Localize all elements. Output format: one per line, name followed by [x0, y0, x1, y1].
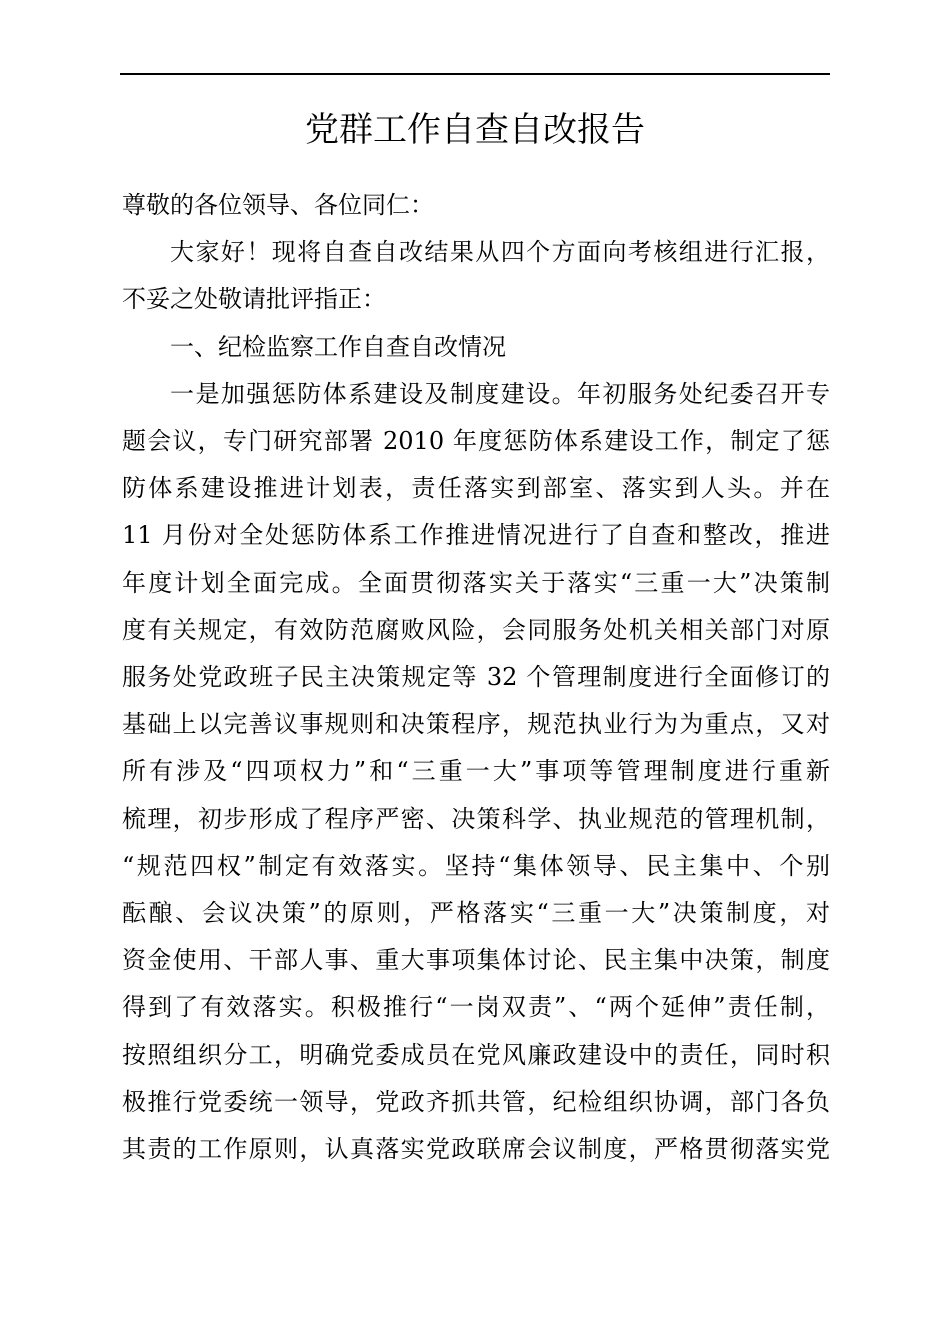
salutation: [122, 182, 830, 229]
body-line: 题会议，专门研究部署 2010 年度惩防体系建设工作，制定了惩: [122, 427, 830, 456]
intro-line: 不妥之处敬请批评指正：: [122, 285, 386, 314]
body-line: 得到了有效落实。积极推行“一岗双责”、“两个延伸”责任制，: [122, 993, 830, 1022]
header-rule: [120, 73, 830, 75]
body-line: 酝酿、会议决策”的原则，严格落实“三重一大”决策制度，对: [122, 899, 830, 928]
document-title: 党群工作自查自改报告: [305, 110, 645, 150]
section-heading-line: 一、纪检监察工作自查自改情况: [170, 332, 506, 361]
body-line: 度有关规定，有效防范腐败风险，会同服务处机关相关部门对原: [122, 615, 830, 644]
body-line: 按照组织分工，明确党委成员在党风廉政建设中的责任，同时积: [122, 1040, 830, 1069]
body-line: 年度计划全面完成。全面贯彻落实关于落实“三重一大”决策制: [122, 568, 830, 597]
body-line: 基础上以完善议事规则和决策程序，规范执业行为为重点，又对: [122, 710, 830, 739]
body-line: 11 月份对全处惩防体系工作推进情况进行了自查和整改，推进: [122, 521, 830, 550]
body-line: 梳理，初步形成了程序严密、决策科学、执业规范的管理机制，: [122, 804, 830, 833]
body-line: 所有涉及“四项权力”和“三重一大”事项等管理制度进行重新: [122, 757, 830, 786]
body-line: 一是加强惩防体系建设及制度建设。年初服务处纪委召开专: [170, 379, 830, 408]
body-paragraph: [122, 371, 830, 1173]
body-line: “规范四权”制定有效落实。坚持“集体领导、民主集中、个别: [122, 851, 830, 880]
intro-paragraph: [122, 229, 830, 323]
body-line: 极推行党委统一领导，党政齐抓共管，纪检组织协调，部门各负: [122, 1087, 830, 1116]
salutation-line: 尊敬的各位领导、各位同仁：: [122, 191, 434, 219]
section-heading: [122, 324, 830, 371]
body-line: 服务处党政班子民主决策规定等 32 个管理制度进行全面修订的: [122, 663, 830, 692]
intro-line: 大家好！现将自查自改结果从四个方面向考核组进行汇报，: [170, 238, 830, 267]
body-line: 其责的工作原则，认真落实党政联席会议制度，严格贯彻落实党: [122, 1135, 830, 1164]
body-line: 防体系建设推进计划表，责任落实到部室、落实到人头。并在: [122, 474, 830, 503]
body-line: 资金使用、干部人事、重大事项集体讨论、民主集中决策，制度: [122, 946, 830, 975]
document-body: [122, 182, 830, 1173]
